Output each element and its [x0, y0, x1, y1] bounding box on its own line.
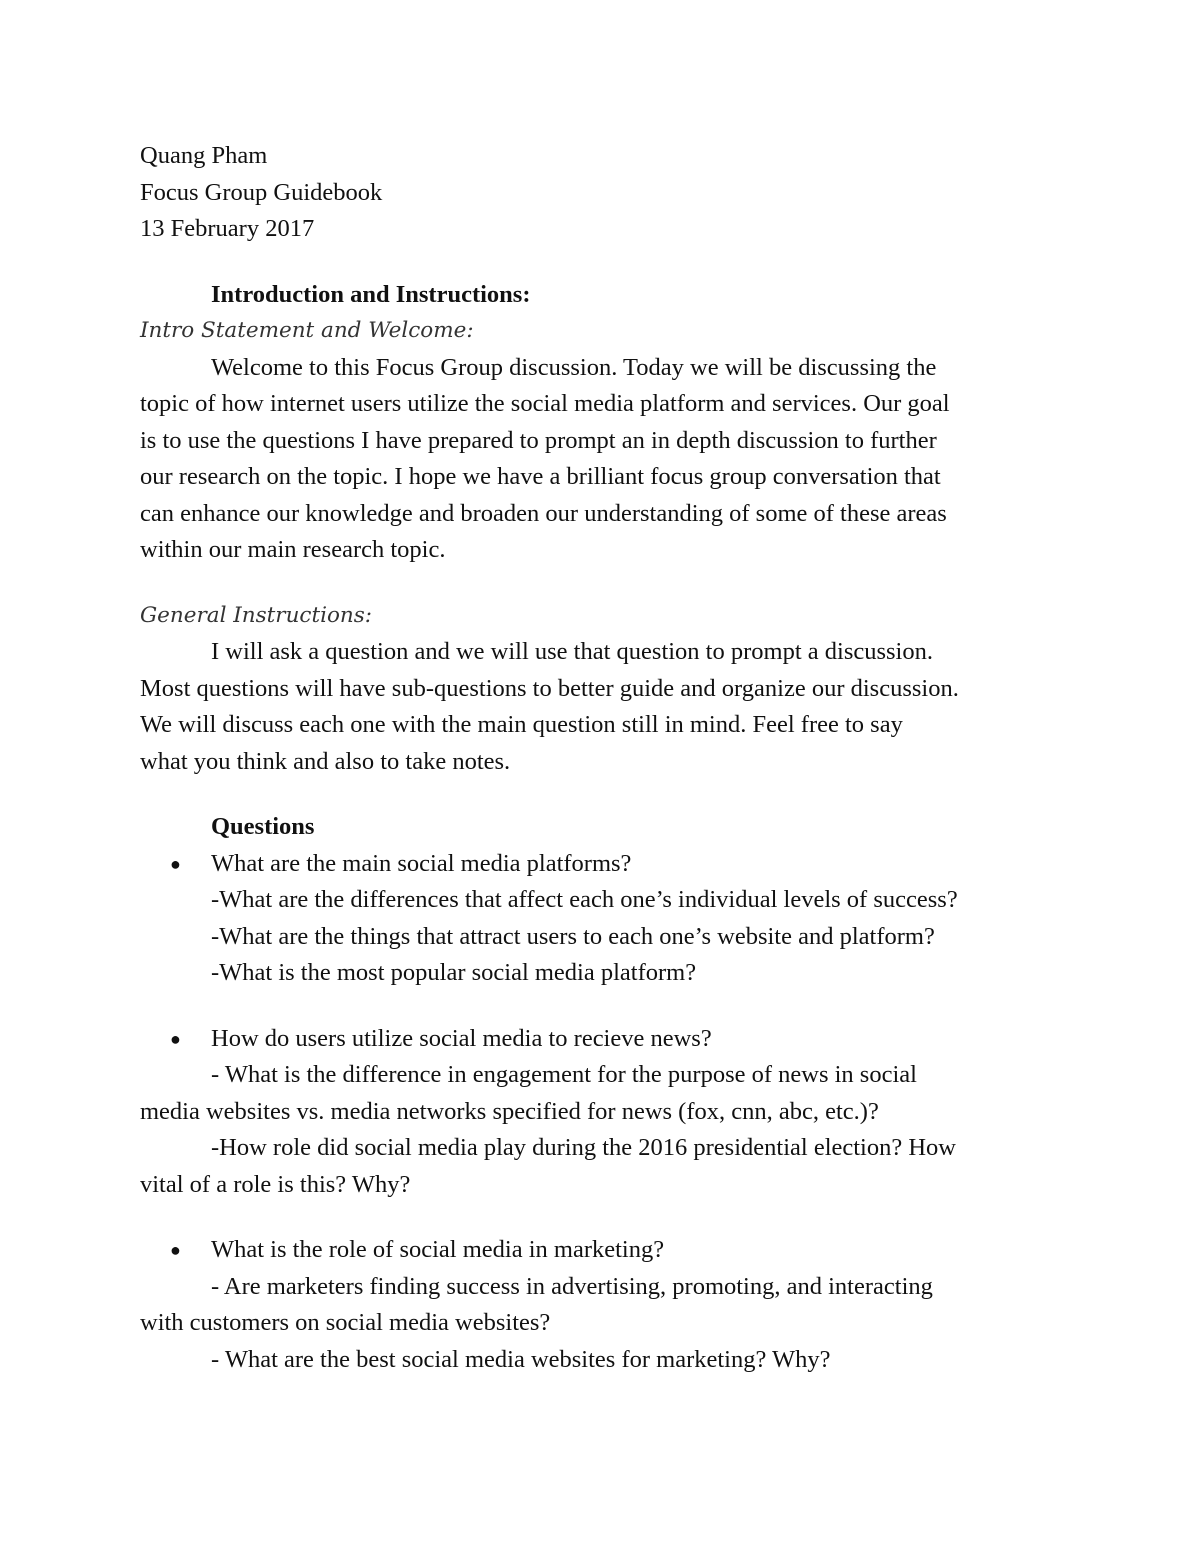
question-text: What is the role of social media in marketing?: [211, 1236, 665, 1263]
sub-question: - Are marketers finding success in advertising, promoting, and interacting: [211, 1272, 933, 1300]
welcome-label: Intro Statement and Welcome:: [140, 318, 474, 343]
bullet-icon: ●: [170, 1028, 181, 1049]
sub-question: -How role did social media play during the 2016 presidential election? How: [211, 1134, 957, 1161]
document-date: 13 February 2017: [140, 215, 315, 242]
sub-question: -What are the differences that affect each one’s individual levels of success?: [211, 886, 958, 913]
welcome-line: topic of how internet users utilize the social media platform and services. Our goal: [140, 390, 950, 417]
instructions-line: what you think and also to take notes.: [140, 747, 511, 775]
bullet-icon: ●: [170, 1240, 181, 1260]
question-text: How do users utilize social media to recieve news?: [211, 1024, 712, 1052]
welcome-line: our research on the topic. I hope we have a brilliant focus group conversation that: [140, 463, 941, 490]
author-name: Quang Pham: [140, 142, 268, 169]
questions-heading: Questions: [211, 813, 315, 840]
welcome-line: can enhance our knowledge and broaden our understanding of some of these areas: [140, 499, 947, 527]
sub-question: -What are the things that attract users to each one’s website and platform?: [211, 922, 935, 950]
sub-question: - What is the difference in engagement for the purpose of news in social: [211, 1061, 917, 1088]
instructions-line: We will discuss each one with the main question still in mind. Feel free to say: [140, 711, 903, 738]
sub-question: with customers on social media websites?: [140, 1309, 551, 1336]
welcome-line: within our main research topic.: [140, 536, 446, 563]
instructions-line: Most questions will have sub-questions to better guide and organize our discussion.: [140, 674, 959, 702]
document-page: [140, 138, 1080, 1378]
sub-question: media websites vs. media networks specified for news (fox, cnn, abc, etc.)?: [140, 1097, 879, 1125]
bullet-icon: ●: [170, 853, 181, 874]
instructions-label: General Instructions:: [140, 602, 373, 628]
sub-question: -What is the most popular social media platform?: [211, 959, 697, 986]
question-item: [140, 1021, 1080, 1058]
sub-question: - What are the best social media websites for marketing? Why?: [211, 1345, 831, 1373]
instructions-line: I will ask a question and we will use that question to prompt a discussion.: [211, 638, 933, 665]
intro-heading: Introduction and Instructions:: [211, 280, 531, 308]
welcome-line: is to use the questions I have prepared to prompt an in depth discussion to further: [140, 426, 937, 454]
welcome-line: Welcome to this Focus Group discussion. Today we will be discussing the: [211, 353, 937, 381]
sub-question: vital of a role is this? Why?: [140, 1170, 411, 1198]
question-text: What are the main social media platforms?: [211, 849, 632, 877]
question-item: [140, 1232, 1080, 1269]
document-title: Focus Group Guidebook: [140, 178, 383, 206]
question-item: [140, 846, 1080, 883]
